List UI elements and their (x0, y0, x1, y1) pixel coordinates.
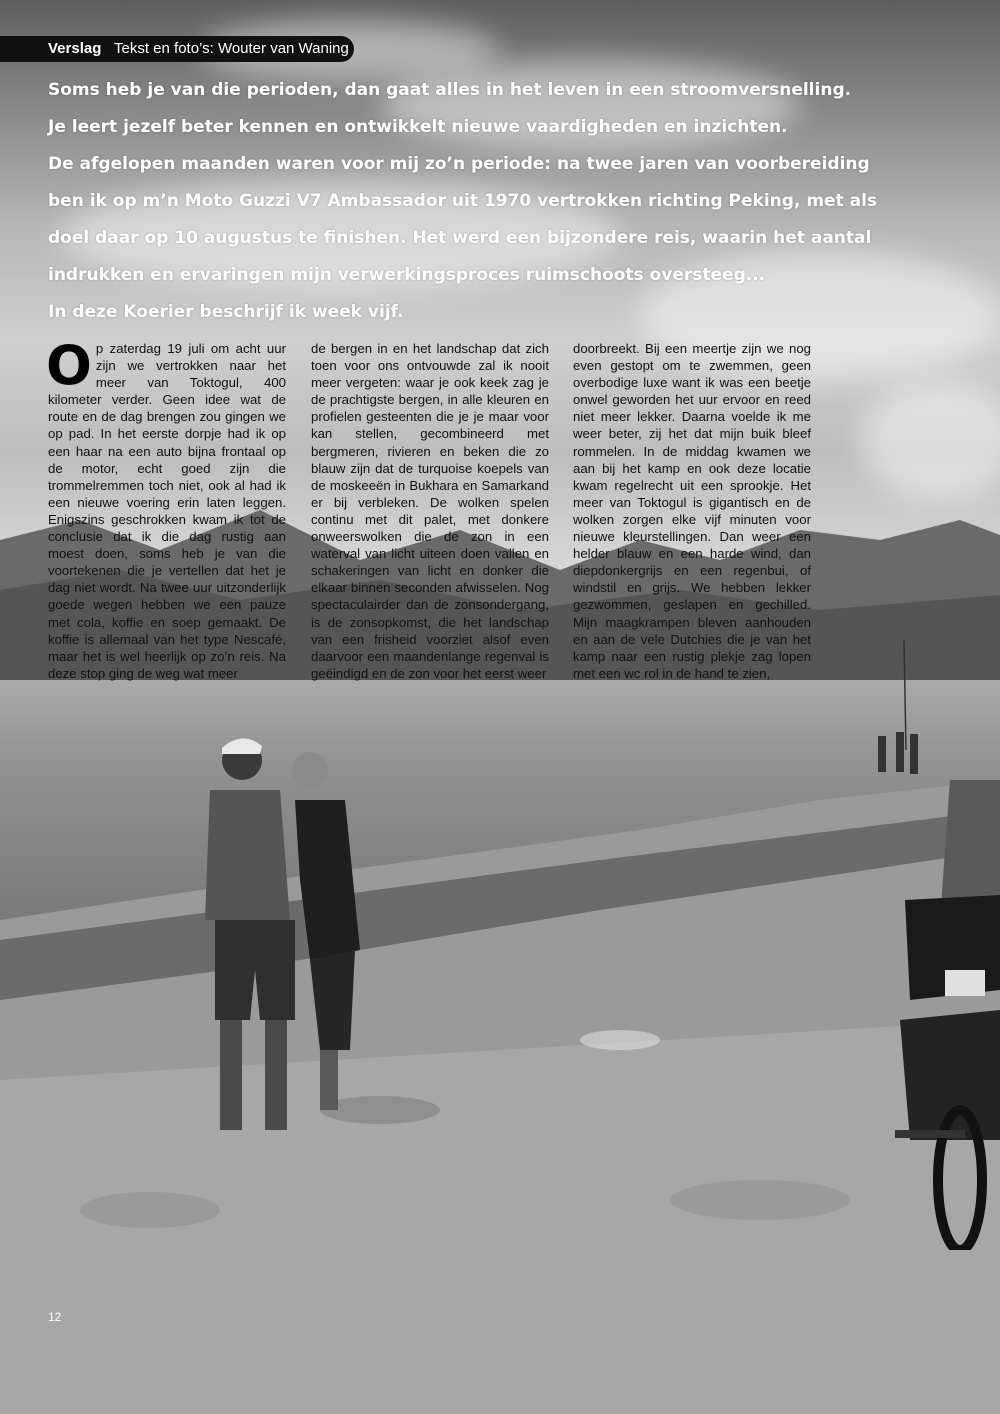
author-credit: Tekst en foto’s: Wouter van Waning (114, 40, 349, 57)
couple-illustration (170, 720, 390, 1150)
column-text: de bergen in en het landschap dat zich toen voor ons ontvouwde zal ik nooit meer vergeten: waar je ook keek zag je de prachtigste bergen, in alle kleuren en profielen gesteenten die je je maar voor kan stellen, gecombineerd met bergmeren, rivieren en beken die zo blauw zijn dat de turquoise koepels van de moskeeën in Bukhara en Samarkand er bij verbleken. De wolken spelen continu met dit palet, met donkere onweerswolken die de zon in een waterval van licht uiteen doen vallen en schakeringen van licht en donker die elkaar binnen seconden afwisselen. Nog spectaculairder dan de zonsondergang, is de zonsopkomst, die het landschap van een frisheid voorziet alsof even daarvoor een maandenlange regenval is geëindigd en de zon voor het eerst weer (311, 341, 549, 681)
intro-line: indrukken en ervaringen mijn verwerkingsproces ruimschoots oversteeg... (48, 265, 766, 285)
anglers-illustration (860, 640, 950, 780)
intro-line: Soms heb je van die perioden, dan gaat alles in het leven in een stroomversnelling. (48, 80, 852, 100)
column-text: p zaterdag 19 juli om acht uur zijn we vertrokken naar het meer van Toktogul, 400 kilometer verder. Geen idee wat de route en de dag brengen zou gingen we op pad. In het eerste dorpje had ik op een haar na een auto bijna frontaal op de motor, echt goed zijn die trommelremmen toch niet, ook al had ik een nieuwe voering erin laten leggen. Enigszins geschrokken kwam ik tot de conclusie dat ik die dag rustig aan moest doen, soms heb je van die voortekenen die je vertellen dat het je dag niet wordt. Na twee uur uitzonderlijk goede wegen hebben we een pauze met cola, koffie en soep gemaakt. De koffie is allemaal van het type Nescafé, maar het is wel heerlijk op zo’n reis. Na deze stop ging de weg wat meer (48, 341, 286, 681)
section-kicker: Verslag (48, 40, 102, 57)
motorcycle-illustration (890, 780, 1000, 1250)
column-text: doorbreekt. Bij een meertje zijn we nog even gestopt om te zwemmen, geen overbodige luxe want ik was een beetje onwel geworden het uur ervoor en reed niet meer lekker. Daarna voelde ik me weer beter, zij het dat mijn buik bleef rommelen. In de middag kwamen we aan bij het kamp en ook deze locatie kwam regelrecht uit een sprookje. Het meer van Toktogul is gigantisch en de wolken zorgen elke vijf minuten voor nieuwe kleurstellingen. Dan weer een helder blauw en een harde wind, dan diepdonkergrijs en een regenbui, of windstil en grijs. We hebben lekker gezwommen, geslapen en gechilled. Mijn maagkrampen bleven aanhouden en aan de vele Dutchies die je van het kamp naar een rustig plekje zag lopen met een wc rol in de hand te zien, (573, 341, 811, 681)
drop-cap: O (46, 334, 92, 397)
intro-line: In deze Koerier beschrijf ik week vijf. (48, 302, 404, 322)
article-column-1 (46, 334, 286, 682)
rocky-shore (0, 780, 1000, 1414)
article-column-3 (573, 340, 811, 682)
article-column-2 (311, 340, 549, 682)
section-header (0, 36, 354, 62)
intro-line: Je leert jezelf beter kennen en ontwikkelt nieuwe vaardigheden en inzichten. (48, 117, 788, 137)
intro-line: De afgelopen maanden waren voor mij zo’n periode: na twee jaren van voorbereiding (48, 154, 870, 174)
intro-line: ben ik op m’n Moto Guzzi V7 Ambassador uit 1970 vertrokken richting Peking, met als (48, 191, 878, 211)
intro-line: doel daar op 10 augustus te finishen. Het werd een bijzondere reis, waarin het aantal (48, 228, 872, 248)
page-number: 12 (48, 1310, 62, 1324)
